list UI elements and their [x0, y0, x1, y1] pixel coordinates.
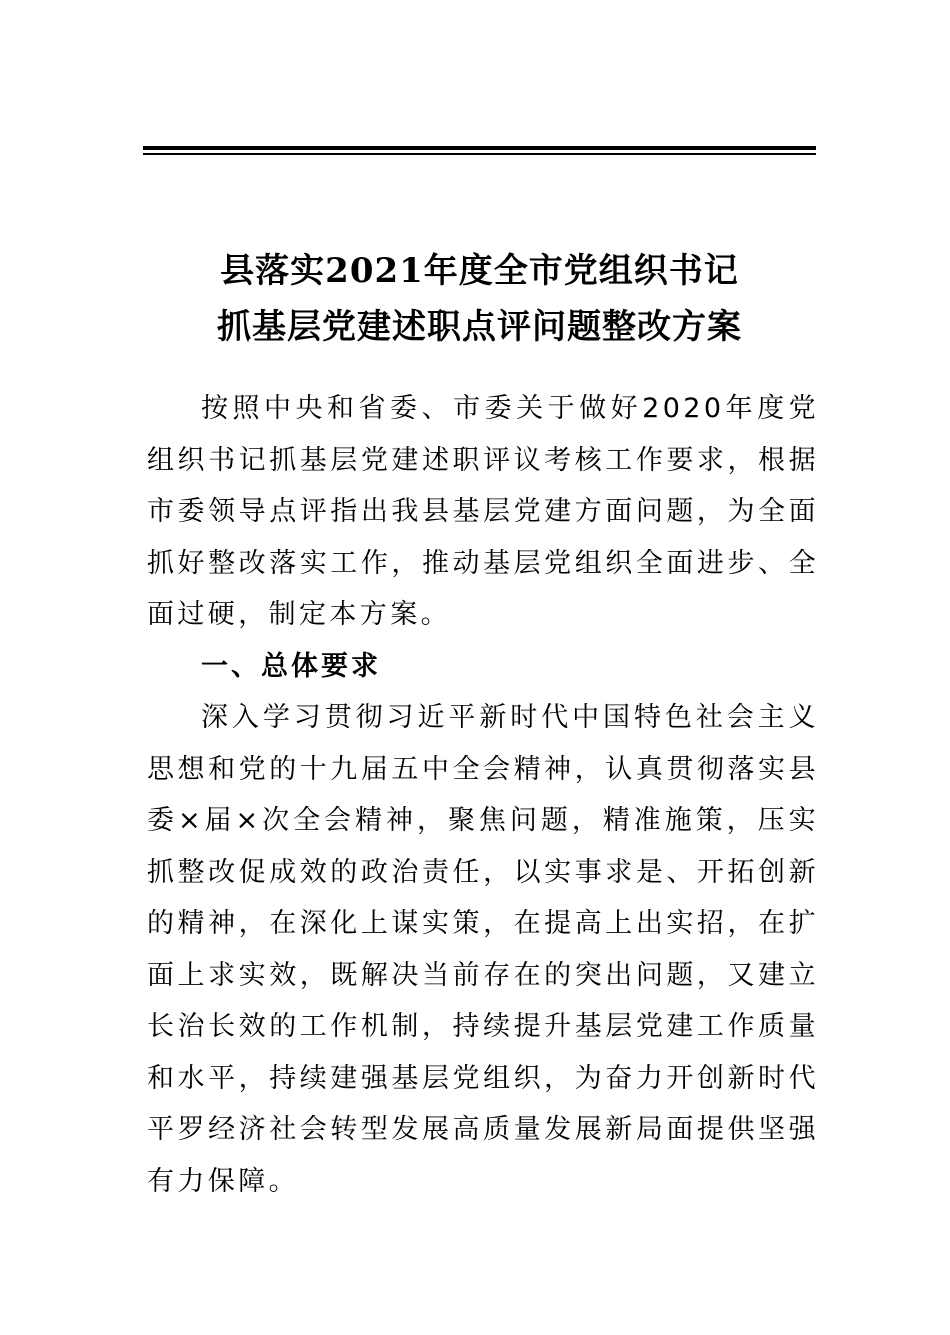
document-body	[147, 383, 819, 1207]
header-rule-thick	[143, 146, 816, 150]
intro-paragraph: 按照中央和省委、市委关于做好2020年度党组织书记抓基层党建述职评议考核工作要求，根据市委领导点评指出我县基层党建方面问题，为全面抓好整改落实工作，推动基层党组织全面进步、全面过硬，制定本方案。	[147, 393, 819, 630]
document-title	[143, 243, 816, 355]
section-heading-overall-requirements: 一、总体要求	[201, 650, 381, 682]
title-line-2: 抓基层党建述职点评问题整改方案	[217, 307, 742, 347]
title-line-1: 县落实2021年度全市党组织书记	[220, 251, 739, 291]
section-paragraph-overall-requirements: 深入学习贯彻习近平新时代中国特色社会主义思想和党的十九届五中全会精神，认真贯彻落实县委×届×次全会精神，聚焦问题，精准施策，压实抓整改促成效的政治责任，以实事求是、开拓创新的精神，在深化上谋实策，在提高上出实招，在扩面上求实效，既解决当前存在的突出问题，又建立长治长效的工作机制，持续提升基层党建工作质量和水平，持续建强基层党组织，为奋力开创新时代平罗经济社会转型发展高质量发展新局面提供坚强有力保障。	[147, 702, 819, 1197]
header-rule-thin	[143, 153, 816, 155]
